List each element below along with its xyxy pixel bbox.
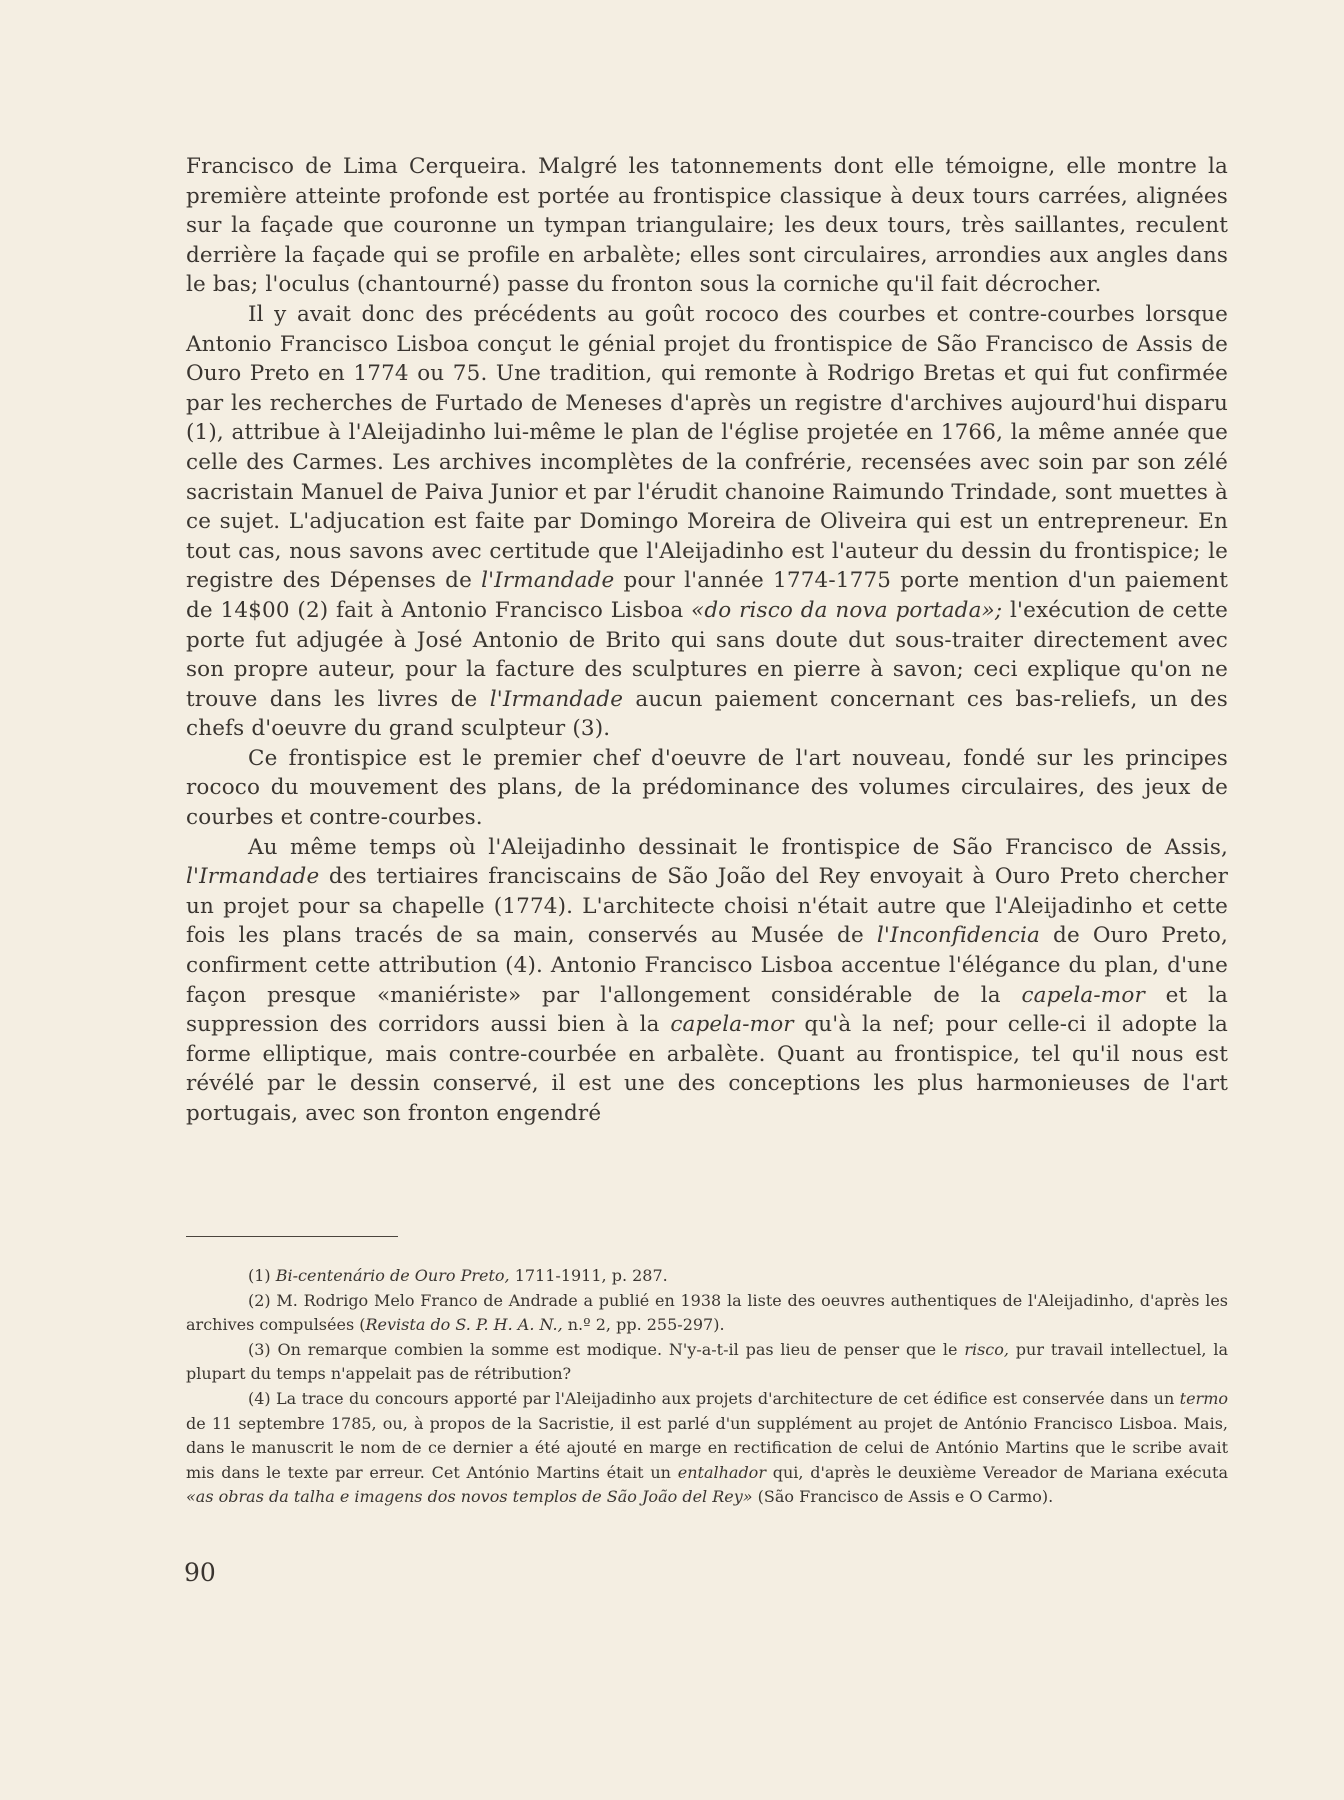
text-run: de 11 septembre 1785, ou, à propos de la Sacristie, il est parlé d'un supplément au projet de António Francisco Lisboa. Mais, dans le manuscrit le nom de ce dernier a été ajouté en marge en rectification de celui de António Martins que le scribe avait mis dans le texte par erreur. Cet António Martins était un <box>186 1413 1228 1482</box>
footnote <box>186 1387 1228 1510</box>
italic-text: «as obras da talha e imagens dos novos templos de São João del Rey» <box>186 1487 753 1507</box>
text-run: 1711-1911, p. 287. <box>509 1266 668 1285</box>
text-run: qui, d'après le deuxième Vereador de Mariana exécuta <box>765 1462 1229 1482</box>
italic-text: Revista do S. P. H. A. N., <box>365 1315 563 1335</box>
italic-text: l'Irmandade <box>489 686 624 712</box>
text-run: (3) On remarque combien la somme est modique. N'y-a-t-il pas lieu de penser que le <box>248 1339 965 1359</box>
paragraph <box>186 744 1228 833</box>
page-number: 90 <box>184 1558 216 1587</box>
italic-text: l'Inconfidencia <box>876 923 1040 949</box>
paragraph <box>186 833 1228 1129</box>
text-run: n.º 2, pp. 255-297). <box>562 1315 725 1335</box>
italic-text: risco, <box>964 1339 1009 1359</box>
italic-text: l'Irmandade <box>186 864 320 890</box>
text-run: (2) M. Rodrigo Melo Franco de Andrade a publié en 1938 la liste des oeuvres authentiques de l'Aleijadinho, d'après les archives compulsées ( <box>186 1290 1228 1335</box>
main-text <box>186 152 1228 1129</box>
text-run: (1) <box>248 1266 276 1285</box>
text-run: de Ouro Preto, confirment cette attribution (4). Antonio Francisco Lisboa accentue l'élégance du plan, d'une façon presque «maniériste» par l'allongement considérable de la <box>186 923 1228 1008</box>
text-run: qu'à la nef; pour celle-ci il adopte la forme elliptique, mais contre-courbée en arbalète. Quant au frontispice, tel qu'il nous est révélé par le dessin conservé, il est une des conceptions les plus harmonieuses de l'art portugais, avec son fronton engendré <box>186 1012 1228 1126</box>
paragraph <box>186 300 1228 744</box>
italic-text: Bi-centenário de Ouro Preto, <box>275 1266 510 1285</box>
text-run: des tertiaires franciscains de São João del Rey envoyait à Ouro Preto chercher un projet pour sa chapelle (1774). L'architecte choisi n'était autre que l'Aleijadinho et cette fois les plans tracés de sa main, conservés au Musée de <box>186 864 1228 949</box>
text-run: aucun paiement concernant ces bas-reliefs, un des chefs d'oeuvre du grand sculpteur (3). <box>186 686 1228 742</box>
italic-text: capela-mor <box>1021 982 1145 1008</box>
text-run: Au même temps où l'Aleijadinho dessinait le frontispice de São Francisco de Assis, <box>248 834 1228 860</box>
text-run: (4) La trace du concours apporté par l'Aleijadinho aux projets d'architecture de cet édifice est conservée dans un <box>248 1388 1180 1408</box>
text-run: et la suppression des corridors aussi bien à la <box>186 982 1228 1038</box>
footnotes <box>186 1264 1228 1510</box>
italic-text: l'Irmandade <box>481 568 615 594</box>
italic-text: entalhador <box>677 1462 766 1482</box>
footnote-separator <box>186 1236 398 1237</box>
footnote <box>186 1264 1228 1289</box>
text-run: pour l'année 1774-1775 porte mention d'un paiement de 14$00 (2) fait à Antonio Francisco Lisboa <box>186 568 1228 623</box>
text-run: l'exécution de cette porte fut adjugée à José Antonio de Brito qui sans doute dut sous-traiter directement avec son propre auteur, pour la facture des sculptures en pierre à savon; ceci explique qu'on ne trouve dans les livres de <box>186 597 1228 712</box>
paragraph <box>186 152 1228 300</box>
text-run: pur travail intellectuel, la plupart du temps n'appelait pas de rétribution? <box>186 1339 1229 1384</box>
footnote <box>186 1289 1228 1338</box>
text-run: Il y avait donc des précédents au goût rococo des courbes et contre-courbes lorsque Antonio Francisco Lisboa conçut le génial projet du frontispice de São Francisco de Assis de Ouro Preto en 1774 ou 75. Une tradition, qui remonte à Rodrigo Bretas et qui fut confirmée par les recherches de Furtado de Meneses d'après un registre d'archives aujourd'hui disparu (1), attribue à l'Aleijadinho lui-même le plan de l'église projetée en 1766, la même année que celle des Carmes. Les archives incomplètes de la confrérie, recensées avec soin par son zélé sacristain Manuel de Paiva Junior et par l'érudit chanoine Raimundo Trindade, sont muettes à ce sujet. L'adjucation est faite par Domingo Moreira de Oliveira qui est un entrepreneur. En tout cas, nous savons avec certitude que l'Aleijadinho est l'auteur du dessin du frontispice; le registre des Dépenses de <box>186 301 1228 594</box>
text-run: Francisco de Lima Cerqueira. Malgré les tatonnements dont elle témoigne, elle montre la première atteinte profonde est portée au frontispice classique à deux tours carrées, alignées sur la façade que couronne un tympan triangulaire; les deux tours, très saillantes, reculent derrière la façade qui se profile en arbalète; elles sont circulaires, arrondies aux angles dans le bas; l'oculus (chantourné) passe du fronton sous la corniche qu'il fait décrocher. <box>186 154 1228 298</box>
italic-text: «do risco da nova portada»; <box>691 597 1003 623</box>
italic-text: termo <box>1179 1388 1228 1408</box>
footnote <box>186 1338 1228 1387</box>
text-run: Ce frontispice est le premier chef d'oeuvre de l'art nouveau, fondé sur les principes rococo du mouvement des plans, de la prédominance des volumes circulaires, des jeux de courbes et contre-courbes. <box>186 745 1228 831</box>
italic-text: capela-mor <box>670 1012 794 1038</box>
text-run: (São Francisco de Assis e O Carmo). <box>752 1487 1054 1507</box>
